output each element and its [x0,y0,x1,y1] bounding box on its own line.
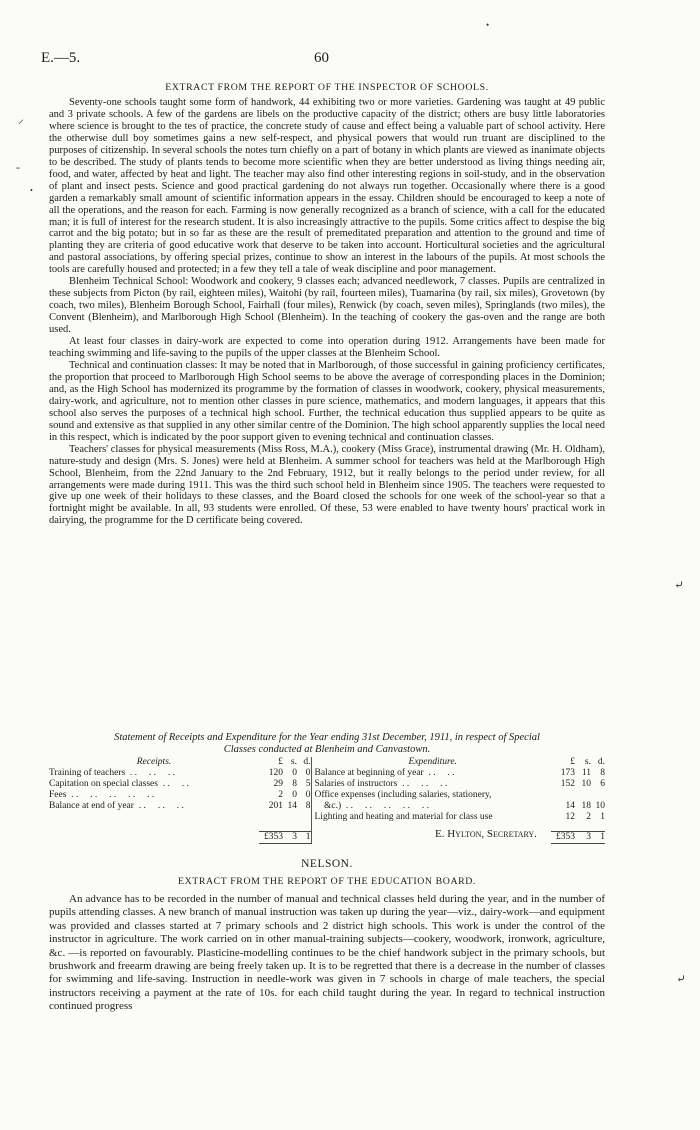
leader-dots: . . . . [423,768,455,778]
receipt-pounds: 29 [273,779,283,789]
expenditure-heading: Expenditure. [311,757,551,768]
expenditure-pence [591,790,605,801]
receipt-pounds: 201 [268,801,283,811]
expenditure-pence: 10 [595,801,605,811]
margin-dot-top: • [486,20,490,30]
expenditure-pence: 1 [600,812,605,822]
total-expenditure-shillings: 3 [575,832,591,844]
expenditure-shillings: 18 [581,801,591,811]
expenditure-label: Office expenses (including salaries, stationery, [314,790,492,800]
receipt-pounds: 2 [278,790,283,800]
margin-tick-2: - [16,160,20,174]
statement-heading-row [49,757,605,768]
total-receipts-shillings: 3 [283,832,297,844]
total-expenditure-pence: 1 [591,832,605,844]
paragraph-nelson: An advance has to be recorded in the number of manual and technical classes held during the year, and in the number of pupils attending classes. A new branch of manual instruction was taken up during the year—viz., dairy-work—and equipment was provided and classes started at 7 primary schools and 2 district high schools. This work is under the control of the instructor in agriculture. The work carried on in other manual-training subjects—cookery, woodwork, ironwork, agriculture, &c. —is reported on favourably. Plasticine-modelling continues to be the chief handwork subject in the primary schools, but brushwork and freearm drawing are being freely taken up. It is to be regretted that there is a decrease in the number of classes for swimming and life-saving. Instruction in needle-work was given in 7 schools in charge of male teachers, the special instructors receiving a payment at the rate of 10s. for each child taught during the year. In regard to technical instruction continued progress [49,893,605,1013]
receipt-pounds: 120 [268,768,283,778]
receipt-label: Capitation on special classes [49,779,158,789]
receipt-pence: 5 [305,779,311,789]
expenditure-pounds: 152 [560,779,575,789]
statement-row [49,801,605,812]
expenditure-pence: 8 [600,768,605,778]
statement-row [49,779,605,790]
receipts-heading: Receipts. [136,757,172,767]
receipt-shillings: 0 [292,790,297,800]
receipt-label: Fees [49,790,67,800]
margin-arrow-right-2: ⤶ [676,972,687,986]
currency-shillings: s. [290,757,297,767]
paragraph-teachers-classes: Teachers' classes for physical measurements (Miss Ross, M.A.), cookery (Miss Grace), instrumental drawing (Mr. H. Oldham), nature-study and design (Mrs. S. Jones) were held at Blenheim. A summer school for teachers was held at the Marlborough High School, Blenheim, from the 22nd January to the 2nd February, 1912, but it really belongs to the period under review, for all arrangements were made during 1911. This was the third such school held in Blenheim since 1905. The teachers were requested to give up one week of their holidays to these classes, and the Board closed the schools for one week of the school-year so that a fortnight might be available. In all, 93 students were enrolled. Of these, 53 were enabled to have twenty hours' practical work in dairying, the programme for the D certificate being covered. [49,443,605,527]
leader-dots: . . . . . . [397,779,448,789]
statement-row [49,790,605,801]
paragraph-handwork: Seventy-one schools taught some form of handwork, 44 exhibiting two or more varieties. Gardening was taught at 49 public and 3 private schools. A few of the gardens are libels on the productive capacity of the district; others are busy little laboratories where science is brought to the tes of practice, the concrete study of cause and effect being a valuable part of school activity. Here the otherwise dull boy sometimes gains a new self-respect, and physical powers that would run truant are disciplined to the purposes of citizenship. In several schools the notes turn chiefly on a part of botany in which plants are viewed as inanimate objects to be described. The study of plants tends to become more scientific when they are better understood as living things needing air, food, and water, affected by heat and light. The teacher may also find other interesting regions in soil-study, and in the observation of plant and insect pests. Science and good practical gardening do not always run together. Occasionally where there is a good garden a remarkably small amount of scientific information appears in the essay. Children should be encouraged to keep a note of all the operations, and the reason for each. Farming is now generally recognized as a branch of science, with a call for the educated man; it is full of interest for the research student. It is also increasingly attractive to the pupils. Some critics affect to despise the big carrot and the big potato; but in so far as these are the result of premeditated preparation and attention to the ground and time of planting they are criteria of good educative work that deserve to be taken into account. Horticultural societies and the agricultural and pastoral associations, by offering special prizes, continue to show an interest in the labours of the pupils. At most schools the tools are carefully housed and protected; in a few they tell a tale of weak discipline and poor management. [49,97,605,276]
expenditure-shillings: 2 [586,812,591,822]
currency-pounds: £ [278,757,283,767]
nelson-report-title: EXTRACT FROM THE REPORT OF THE EDUCATION BOARD. [178,876,476,887]
nelson-heading: NELSON. [301,858,353,870]
statement-caption-line1: Statement of Receipts and Expenditure for the Year ending 31st December, 1911, in respect of Special [114,732,540,743]
expenditure-pounds [551,790,575,801]
receipt-pence: 8 [305,801,311,811]
nelson-report-section [49,893,605,1014]
paragraph-continuation-classes: Technical and continuation classes: It may be noted that in Marlborough, of those successful in gaining proficiency certificates, the proportion that proceed to Marlborough High School seems to be above the average of corresponding places in the Dominion; and, as the High School has modernized its programme by the formation of classes in woodwork, cookery, physical measurements, dairy-work, and agriculture, not to mention other classes in pure science, mathematics, and modern languages, it appears that this school also serves the purposes of a technical high school. Further, the technical education thus supplied appears to be quite as sound and extensive as that supplied in any other similar centre of the Dominion. The high school apparently supplies the local need in this respect, which is indicated by the poor support given to evening technical and continuation classes. [49,359,605,443]
total-receipts-pence: 1 [297,832,311,844]
expenditure-shillings [575,790,591,801]
margin-tick-1: ⸝ [18,112,25,126]
receipt-shillings: 14 [287,801,297,811]
receipt-shillings: 8 [292,779,297,789]
leader-dots: . . . . . . . . . . [341,801,430,811]
leader-dots: . . . . . . . . . . [66,790,155,800]
leader-dots: . . . . . . [125,768,176,778]
receipt-shillings: 0 [292,768,297,778]
receipt-label: Training of teachers [49,768,126,778]
expenditure-label: Lighting and heating and material for class use [314,812,493,822]
paragraph-blenheim-technical: Blenheim Technical School: Woodwork and cookery, 9 classes each; advanced needlework, 7 classes. Pupils are centralized in these subjects from Picton (by rail, eighteen miles), Waitohi (by rail, fourteen miles), Tuamarina (by rail, six miles), Grovetown (by coach, two miles), Blenheim Borough School, Fairhall (four miles), Renwick (by coach, seven miles), Springlands (two miles), the Convent (Blenheim), and Marlborough High School (Blenheim). In the teaching of cookery the gas-oven and the range are both used. [49,276,605,336]
inspector-report-section [49,82,605,527]
currency-pence-exp: d. [597,757,605,767]
statement-row [49,812,605,823]
expenditure-shillings: 11 [581,768,591,778]
receipt-pence: 0 [305,790,311,800]
expenditure-label: Balance at beginning of year [314,768,424,778]
statement-caption-line2: Classes conducted at Blenheim and Canvastown. [223,744,431,755]
expenditure-shillings: 10 [581,779,591,789]
leader-dots: . . . . [157,779,189,789]
expenditure-pence: 6 [600,779,605,789]
total-expenditure-pounds: £353 [551,832,575,844]
expenditure-pounds: 14 [565,801,575,811]
receipt-pence: 0 [305,768,311,778]
currency-shillings-exp: s. [584,757,591,767]
expenditure-pounds: 12 [565,812,575,822]
receipt-label: Balance at end of year [49,801,134,811]
expenditure-pounds: 173 [560,768,575,778]
secretary-signature: E. Hylton, Secretary. [435,828,537,840]
currency-pence: d. [303,757,311,767]
currency-pounds-exp: £ [570,757,575,767]
document-reference: E.—5. [41,50,81,66]
leader-dots: . . . . . . [133,801,184,811]
inspector-report-title: EXTRACT FROM THE REPORT OF THE INSPECTOR OF SCHOOLS. [165,82,489,93]
expenditure-label: &c.) [314,801,342,811]
total-receipts-pounds: £353 [259,832,283,844]
margin-arrow-right: ⤶ [674,578,685,592]
page-number: 60 [314,50,329,66]
expenditure-label: Salaries of instructors [314,779,398,789]
statement-row [49,768,605,779]
paragraph-dairy-work: At least four classes in dairy-work are expected to come into operation during 1912. Arrangements have been made for teaching swimming and life-saving to the pupils of the upper classes at the Blenheim School. [49,336,605,360]
margin-dot-2: • [30,186,33,195]
